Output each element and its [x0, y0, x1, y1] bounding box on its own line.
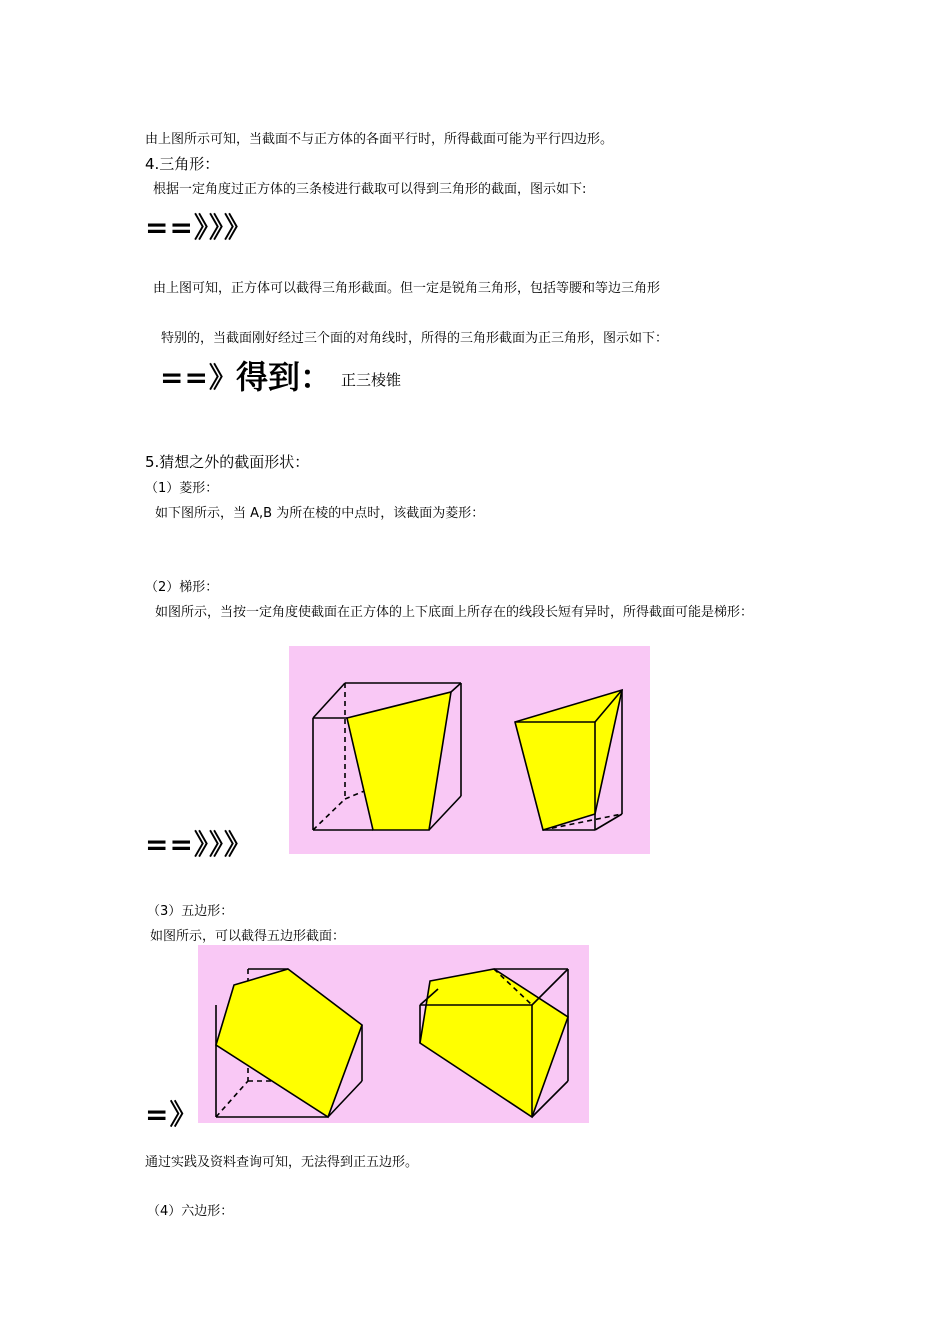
paragraph-equilateral: 特别的，当截面刚好经过三个面的对角线时，所得的三角形截面为正三角形，图示如下： [161, 331, 669, 346]
paragraph-triangle-intro: 根据一定角度过正方体的三条棱进行截取可以得到三角形的截面，图示如下: [153, 182, 587, 197]
paragraph-rhombus: 如下图所示，当 A,B 为所在棱的中点时，该截面为菱形： [155, 506, 485, 521]
arrows-row-3: ==》》》 [145, 828, 253, 861]
subheading-rhombus: （1）菱形： [145, 481, 219, 496]
trapezoid-figure [289, 646, 650, 854]
arrows-row-4: =》 [145, 1098, 199, 1131]
heading-unexpected-shapes: 5.猜想之外的截面形状： [145, 453, 310, 471]
subheading-hexagon: （4）六边形： [147, 1204, 234, 1219]
paragraph-parallelogram-conclusion: 由上图所示可知，当截面不与正方体的各面平行时，所得截面可能为平行四边形。 [145, 132, 614, 147]
paragraph-trapezoid: 如图所示，当按一定角度使截面在正方体的上下底面上所存在的线段长短有异时，所得截面可能是梯形： [155, 605, 754, 620]
paragraph-pentagon: 如图所示，可以截得五边形截面： [150, 929, 346, 944]
subheading-trapezoid: （2）梯形： [145, 580, 219, 595]
pentagon-figure [198, 945, 589, 1123]
arrows-row-2: ==》 [160, 361, 238, 394]
heading-triangle: 4.三角形： [145, 155, 220, 173]
subheading-pentagon: （3）五边形： [147, 904, 234, 919]
tetrahedron-label: 正三棱锥 [341, 371, 402, 389]
paragraph-no-regular-pentagon: 通过实践及资料查询可知，无法得到正五边形。 [145, 1155, 419, 1170]
paragraph-triangle-conclusion: 由上图可知，正方体可以截得三角形截面。但一定是锐角三角形，包括等腰和等边三角形 [153, 281, 661, 296]
obtained-label: 得到： [236, 358, 333, 396]
arrows-row-1: ==》》》 [145, 211, 253, 244]
